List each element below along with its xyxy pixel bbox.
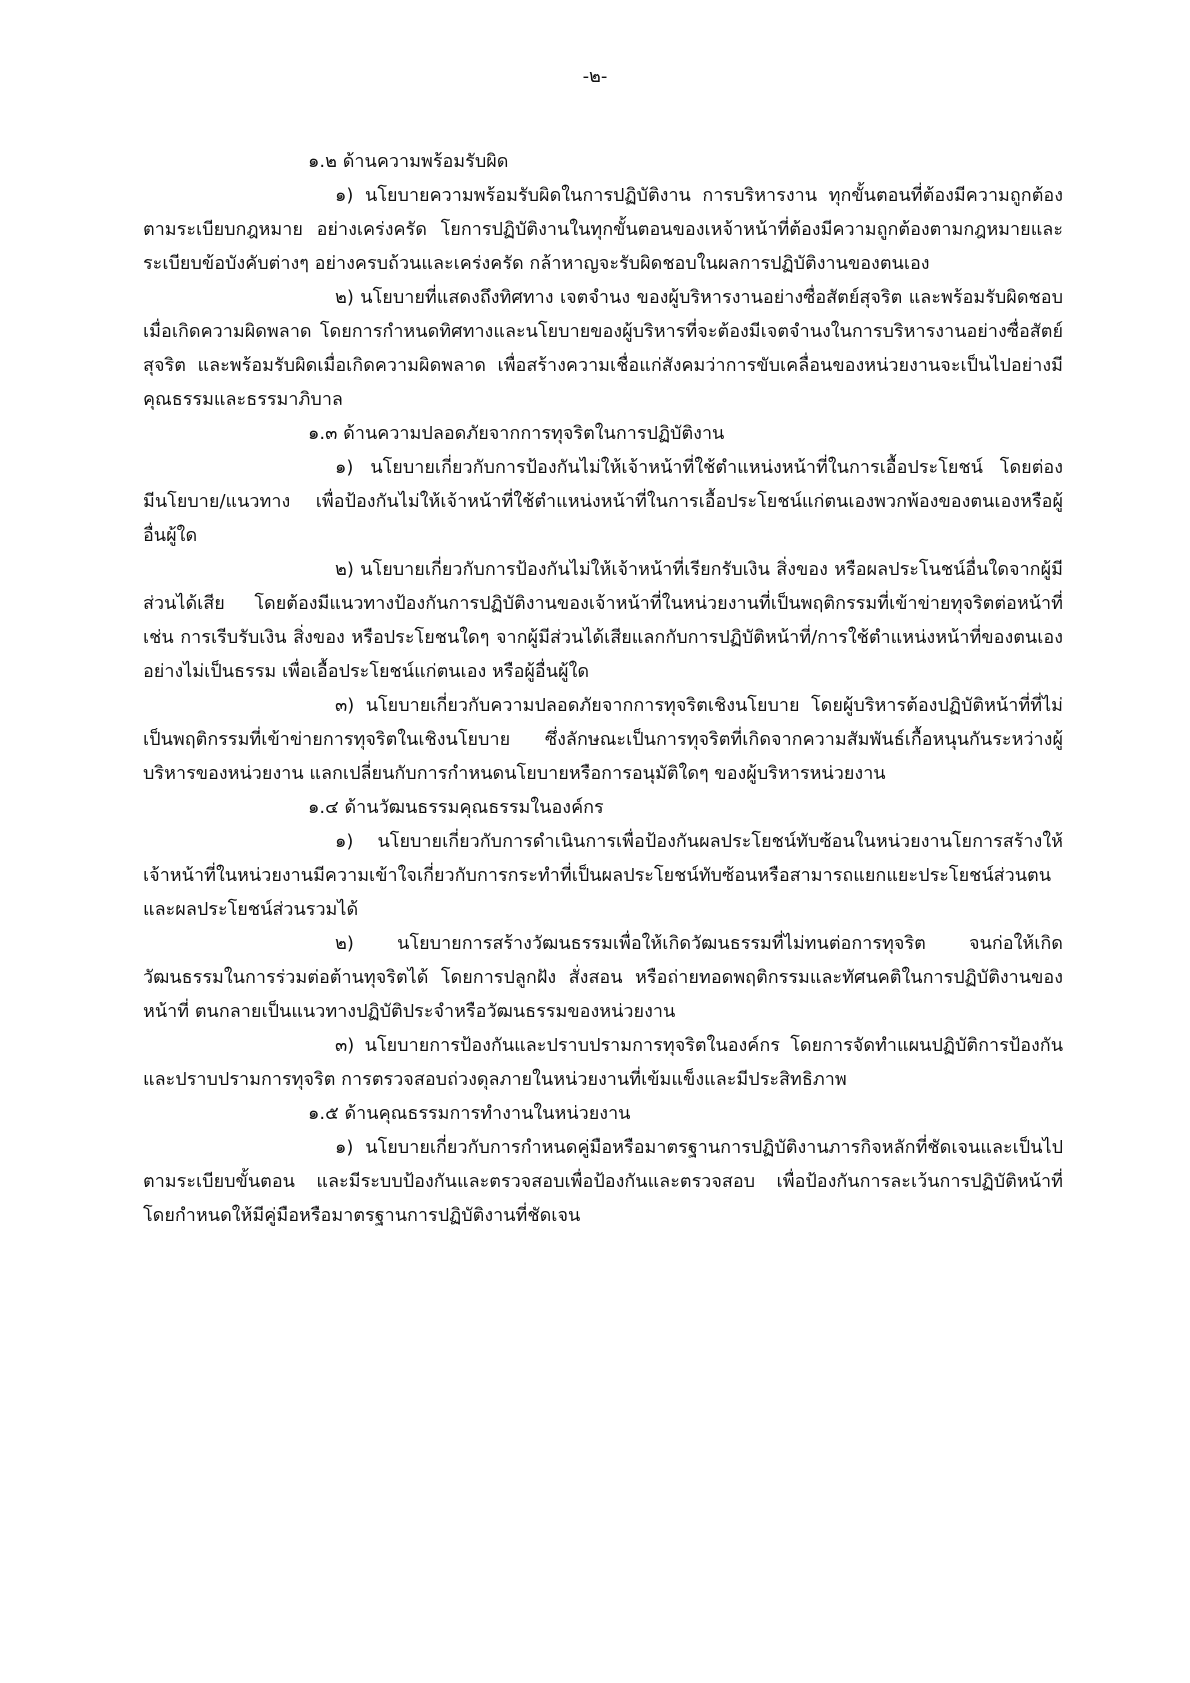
paragraph-1-4-3: ๓) นโยบายการป้องกันและปราบปรามการทุจริตในองค์กร โดยการจัดทำแผนปฏิบัติการป้องกันและปราบปรามการทุจริต การตรวจสอบถ่วงดุลภายในหน่วยงานที่เข้มแข็งและมีประสิทธิภาพ: [143, 1035, 1063, 1090]
document-body: [143, 145, 1063, 1233]
paragraph-1-2-1: ๑) นโยบายความพร้อมรับผิดในการปฏิบัติงาน การบริหารงาน ทุกขั้นตอนที่ต้องมีความถูกต้อง ตามระเบียบกฎหมาย อย่างเคร่งครัด โยการปฏิบัติงานในทุกขั้นตอนของเหจ้าหน้าที่ต้องมีความถูกต้องตามกฎหมายและระเบียบข้อบังคับต่างๆ อย่างครบถ้วนและเคร่งครัด กล้าหาญจะรับผิดชอบในผลการปฏิบัติงานของตนเอง: [143, 185, 1063, 274]
paragraph-1-3-3: ๓) นโยบายเกี่ยวกับความปลอดภัยจากการทุจริตเชิงนโยบาย โดยผู้บริหารต้องปฏิบัติหน้าที่ที่ไม่เป็นพฤติกรรมที่เข้าข่ายการทุจริตในเชิงนโยบาย ซึ่งลักษณะเป็นการทุจริตที่เกิดจากความสัมพันธ์เกื้อหนุนกันระหว่างผู้บริหารของหน่วยงาน แลกเปลี่ยนกับการกำหนดนโยบายหรือการอนุมัติใดๆ ของผู้บริหารหน่วยงาน: [143, 695, 1063, 784]
section-heading-1-4: ๑.๔ ด้านวัฒนธรรมคุณธรรมในองค์กร: [308, 797, 604, 818]
page-number: -๒-: [582, 66, 608, 87]
paragraph-1-2-2: ๒) นโยบายที่แสดงถึงทิศทาง เจตจำนง ของผู้บริหารงานอย่างซื่อสัตย์สุจริต และพร้อมรับผิดชอบเมื่อเกิดความผิดพลาด โดยการกำหนดทิศทางและนโยบายของผู้บริหารที่จะต้องมีเจตจำนงในการบริหารงานอย่างซื่อสัตย์สุจริต และพร้อมรับผิดเมื่อเกิดความผิดพลาด เพื่อสร้างความเชื่อแก่สังคมว่าการขับเคลื่อนของหน่วยงานจะเป็นไปอย่างมีคุณธรรมและธรรมาภิบาล: [143, 287, 1063, 410]
paragraph-1-5-1: ๑) นโยบายเกี่ยวกับการกำหนดคู่มือหรือมาตรฐานการปฏิบัติงานภารกิจหลักที่ชัดเจนและเป็นไปตามระเบียบขั้นตอน และมีระบบป้องกันและตรวจสอบเพื่อป้องกันและตรวจสอบ เพื่อป้องกันการละเว้นการปฏิบัติหน้าที่ โดยกำหนดให้มีคู่มือหรือมาตรฐานการปฏิบัติงานที่ชัดเจน: [143, 1137, 1063, 1226]
section-heading-1-3: ๑.๓ ด้านความปลอดภัยจากการทุจริตในการปฏิบัติงาน: [308, 423, 725, 444]
paragraph-1-3-2: ๒) นโยบายเกี่ยวกับการป้องกันไม่ให้เจ้าหน้าที่เรียกรับเงิน สิ่งของ หรือผลประโนชน์อื่นใดจากผู้มีส่วนได้เสีย โดยต้องมีแนวทางป้องกันการปฏิบัติงานของเจ้าหน้าที่ในหน่วยงานที่เป็นพฤติกรรมที่เข้าข่ายทุจริตต่อหน้าที่ เช่น การเรีบรับเงิน สิ่งของ หรือประโยชนใดๆ จากผู้มีส่วนได้เสียแลกกับการปฏิบัติหน้าที่/การใช้ตำแหน่งหน้าที่ของตนเองอย่างไม่เป็นธรรม เพื่อเอื้อประโยชน์แก่ตนเอง หรือผู้อื่นผู้ใด: [143, 559, 1063, 682]
section-heading-1-2: ๑.๒ ด้านความพร้อมรับผิด: [308, 151, 509, 172]
section-heading-1-5: ๑.๕ ด้านคุณธรรมการทำงานในหน่วยงาน: [308, 1103, 631, 1124]
paragraph-1-4-1: ๑) นโยบายเกี่ยวกับการดำเนินการเพื่อป้องกันผลประโยชน์ทับซ้อนในหน่วยงานโยการสร้างให้เจ้าหน้าที่ในหน่วยงานมีความเข้าใจเกี่ยวกับการกระทำที่เป็นผลประโยชน์ทับซ้อนหรือสามารถแยกแยะประโยชน์ส่วนตนและผลประโยชน์ส่วนรวมได้: [143, 831, 1063, 920]
paragraph-1-4-2: ๒) นโยบายการสร้างวัฒนธรรมเพื่อให้เกิดวัฒนธรรมที่ไม่ทนต่อการทุจริต จนก่อให้เกิดวัฒนธรรมในการร่วมต่อต้านทุจริตได้ โดยการปลูกฝัง สั่งสอน หรือถ่ายทอดพฤติกรรมและทัศนคติในการปฏิบัติงานของหน้าที่ ตนกลายเป็นแนวทางปฏิบัติประจำหรือวัฒนธรรมของหน่วยงาน: [143, 933, 1063, 1022]
paragraph-1-3-1: ๑) นโยบายเกี่ยวกับการป้องกันไม่ให้เจ้าหน้าที่ใช้ตำแหน่งหน้าที่ในการเอื้อประโยชน์ โดยต่องมีนโยบาย/แนวทาง เพื่อป้องกันไม่ให้เจ้าหน้าที่ใช้ตำแหน่งหน้าที่ในการเอื้อประโยชน์แก่ตนเองพวกพ้องของตนเองหรือผู้อื่นผู้ใด: [143, 457, 1063, 546]
